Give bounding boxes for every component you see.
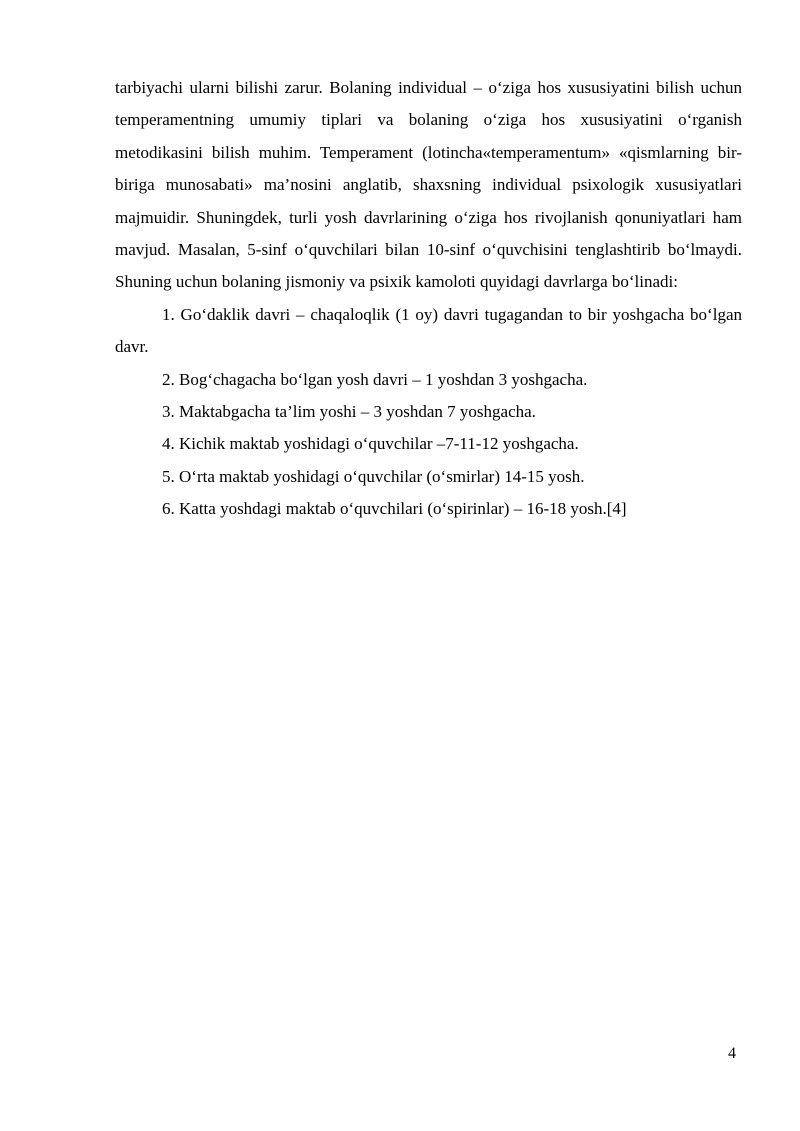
- page-number: 4: [728, 1045, 736, 1062]
- list-item-6: 6. Katta yoshdagi maktab o‘quvchilari (o‘spirinlar) – 16-18 yosh.[4]: [162, 499, 627, 519]
- list-item-2: 2. Bog‘chagacha bo‘lgan yosh davri – 1 yoshdan 3 yoshgacha.: [162, 369, 588, 389]
- list-item-1: 1. Go‘daklik davri – chaqaloqlik (1 oy) davri tugagandan to bir yoshgacha bo‘lgan davr.: [115, 304, 742, 357]
- intro-paragraph: tarbiyachi ularni bilishi zarur. Bolaning individual – o‘ziga hos xususiyatini bilish uchun temperamentning umumiy tiplari va bolaning o‘ziga hos xususiyatini o‘rganish metodikasini bilish muhim. Temperament (lotincha«temperamentum» «qismlarning bir-biriga munosabati» ma’nosini anglatib, shaxsning individual psixologik xususiyatlari majmuidir. Shuningdek, turli yosh davrlarining o‘ziga hos rivojlanish qonuniyatlari ham mavjud. Masalan, 5-sinf o‘quvchilari bilan 10-sinf o‘quvchisini tenglashtirib bo‘lmaydi. Shuning uchun bolaning jismoniy va psixik kamoloti quyidagi davrlarga bo‘linadi:: [115, 78, 742, 292]
- list-item-3: 3. Maktabgacha ta’lim yoshi – 3 yoshdan 7 yoshgacha.: [162, 402, 536, 422]
- list-item-5: 5. O‘rta maktab yoshidagi o‘quvchilar (o‘smirlar) 14-15 yosh.: [162, 466, 585, 486]
- page-body: [115, 72, 742, 526]
- list-item-4: 4. Kichik maktab yoshidagi o‘quvchilar –7-11-12 yoshgacha.: [162, 434, 579, 454]
